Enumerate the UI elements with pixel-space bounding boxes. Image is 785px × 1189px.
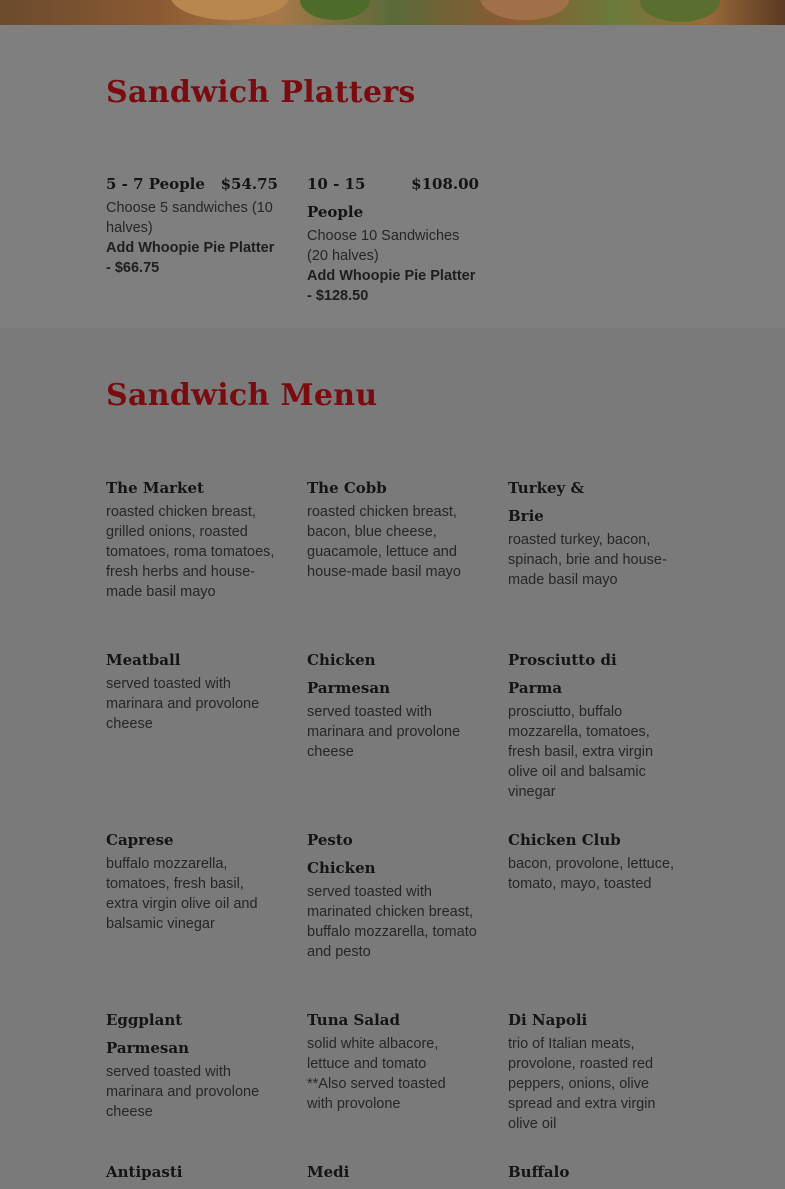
menu-item	[307, 1006, 467, 1114]
menu-item-name: Caprese	[106, 831, 174, 849]
menu-item-desc: solid white albacore, lettuce and tomato **Also served toasted with provolone	[307, 1036, 446, 1112]
menu-item	[307, 826, 387, 882]
menu-item	[508, 826, 680, 894]
menu-item-desc: served toasted with marinara and provolone cheese	[106, 676, 260, 732]
menu-item	[106, 646, 278, 734]
menu-item	[307, 646, 397, 702]
menu-item-desc: buffalo mozzarella, tomatoes, fresh basil, extra virgin olive oil and balsamic vinegar	[106, 856, 258, 932]
menu-item	[106, 474, 278, 602]
platter-desc: Choose 5 sandwiches (10 halves)	[106, 200, 273, 236]
menu-item-name: Chicken Club	[508, 831, 621, 849]
menu-item-name: Chicken Parmesan	[307, 651, 390, 697]
platter-addon: Add Whoopie Pie Platter - $128.50	[307, 268, 476, 304]
platter-price: $54.75	[220, 175, 278, 193]
platter-header	[106, 170, 278, 198]
menu-item-desc: roasted chicken breast, grilled onions, roasted tomatoes, roma tomatoes, fresh herbs and house-made basil mayo	[106, 504, 275, 600]
hero-image-strip	[0, 0, 785, 25]
menu-item	[508, 646, 618, 702]
platter-header	[307, 170, 479, 226]
menu-item	[307, 474, 479, 582]
platter-price: $108.00	[411, 175, 479, 193]
menu-item-desc-block	[508, 702, 680, 802]
menu-item	[508, 1006, 673, 1134]
menu-item-name: Meatball	[106, 651, 181, 669]
menu-item	[508, 474, 598, 530]
menu-item-name: Turkey & Brie	[508, 479, 585, 525]
menu-item-desc: trio of Italian meats, provolone, roasted red peppers, onions, olive spread and extra virgin olive oil	[508, 1036, 656, 1132]
menu-item-name: Antipasti	[106, 1163, 183, 1181]
menu-item	[106, 826, 278, 934]
platter-item	[106, 170, 278, 278]
platter-size: 10 - 15 People	[307, 175, 366, 221]
sandwich-menu-section	[0, 328, 785, 1189]
menu-item-name: Buffalo	[508, 1163, 570, 1181]
menu-item	[106, 1006, 196, 1062]
menu-item-name: Prosciutto di Parma	[508, 651, 617, 697]
menu-item-desc-block	[307, 882, 479, 962]
platter-size: 5 - 7 People	[106, 175, 205, 193]
menu-item	[106, 1158, 278, 1186]
menu-item-name: The Market	[106, 479, 204, 497]
menu-item-desc: bacon, provolone, lettuce, tomato, mayo, toasted	[508, 856, 675, 892]
menu-item-desc: served toasted with marinara and provolone cheese	[106, 1064, 260, 1120]
menu-item-name: Pesto Chicken	[307, 831, 376, 877]
menu-item-desc-block	[106, 1062, 278, 1122]
menu-item-desc: roasted chicken breast, bacon, blue cheese, guacamole, lettuce and house-made basil mayo	[307, 504, 461, 580]
menu-item-desc-block	[307, 702, 479, 762]
menu-item-name: Eggplant Parmesan	[106, 1011, 189, 1057]
menu-item	[508, 1158, 680, 1186]
platter-item	[307, 170, 479, 306]
section-title: Sandwich Platters	[106, 75, 416, 110]
menu-item-name: Di Napoli	[508, 1011, 588, 1029]
menu-item-desc: served toasted with marinated chicken breast, buffalo mozzarella, tomato and pesto	[307, 884, 477, 960]
menu-item-desc: roasted turkey, bacon, spinach, brie and house-made basil mayo	[508, 532, 667, 588]
platter-addon: Add Whoopie Pie Platter - $66.75	[106, 240, 275, 276]
platter-desc: Choose 10 Sandwiches (20 halves)	[307, 228, 460, 264]
menu-item	[307, 1158, 479, 1186]
menu-item-desc-block	[508, 530, 680, 590]
menu-item-name: The Cobb	[307, 479, 387, 497]
menu-item-name: Tuna Salad	[307, 1011, 400, 1029]
menu-item-desc: prosciutto, buffalo mozzarella, tomatoes, fresh basil, extra virgin olive oil and balsamic vinegar	[508, 704, 654, 800]
menu-item-name: Medi	[307, 1163, 350, 1181]
sandwich-platters-section	[0, 25, 785, 328]
menu-item-desc: served toasted with marinara and provolone cheese	[307, 704, 461, 760]
section-title: Sandwich Menu	[106, 378, 378, 413]
